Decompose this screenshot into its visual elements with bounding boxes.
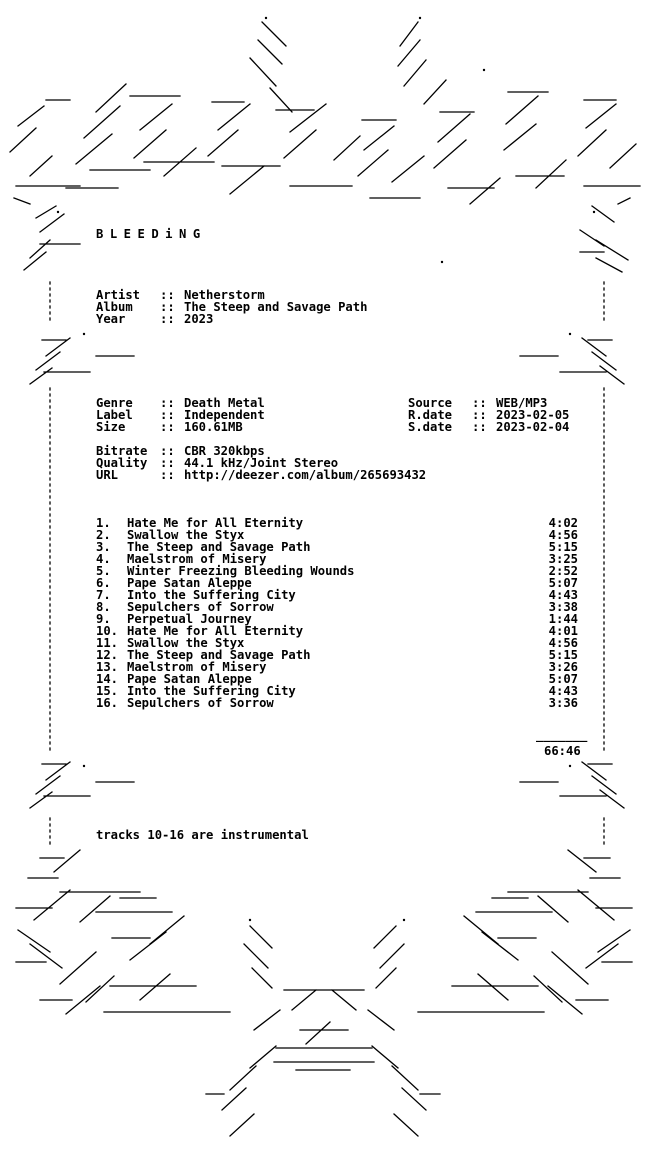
source-value: WEB/MP3 — [496, 396, 548, 410]
track-duration: 5:07 — [548, 576, 578, 590]
sep: :: — [160, 408, 175, 422]
track-row — [96, 697, 578, 709]
sep: :: — [160, 396, 175, 410]
track-title: The Steep and Savage Path — [127, 540, 311, 554]
track-duration: 4:01 — [548, 624, 578, 638]
track-title: Winter Freezing Bleeding Wounds — [127, 564, 355, 578]
track-duration: 2:52 — [548, 564, 578, 578]
track-number: 7. — [96, 588, 111, 602]
track-number: 2. — [96, 528, 111, 542]
track-number: 4. — [96, 552, 111, 566]
instrumental-note: tracks 10-16 are instrumental — [96, 828, 309, 842]
genre-value: Death Metal — [184, 396, 265, 410]
track-title: Maelstrom of Misery — [127, 660, 267, 674]
bottom-center-emblem — [206, 926, 440, 1136]
track-title: Swallow the Styx — [127, 636, 245, 650]
sdate-value: 2023-02-04 — [496, 420, 570, 434]
bitrate-label: Bitrate — [96, 444, 148, 458]
total-rule: _______ — [536, 728, 588, 742]
sep: :: — [160, 420, 175, 434]
track-duration: 5:07 — [548, 672, 578, 686]
album-value: The Steep and Savage Path — [184, 300, 368, 314]
page-title: BLEEDiNG — [96, 227, 207, 241]
track-title: Into the Suffering City — [127, 588, 296, 602]
bleeding-logo-art — [10, 22, 640, 204]
label-label: Label — [96, 408, 133, 422]
artist-label: Artist — [96, 288, 141, 302]
track-duration: 4:43 — [548, 684, 578, 698]
sep: :: — [472, 396, 487, 410]
track-duration: 3:36 — [548, 696, 578, 710]
size-value: 160.61MB — [184, 420, 243, 434]
track-title: Into the Suffering City — [127, 684, 296, 698]
track-duration: 5:15 — [548, 648, 578, 662]
size-label: Size — [96, 420, 126, 434]
label-value: Independent — [184, 408, 265, 422]
track-number: 11. — [96, 636, 119, 650]
track-number: 5. — [96, 564, 111, 578]
year-value: 2023 — [184, 312, 214, 326]
sep: :: — [160, 312, 175, 326]
track-title: Hate Me for All Eternity — [127, 624, 304, 638]
sep: :: — [160, 288, 175, 302]
artist-value: Netherstorm — [184, 288, 265, 302]
url-value[interactable]: http://deezer.com/album/265693432 — [184, 468, 427, 482]
rdate-label: R.date — [408, 408, 453, 422]
sep: :: — [160, 444, 175, 458]
track-duration: 3:38 — [548, 600, 578, 614]
source-label: Source — [408, 396, 453, 410]
quality-label: Quality — [96, 456, 148, 470]
sep: :: — [472, 408, 487, 422]
track-duration: 4:56 — [548, 636, 578, 650]
sep: :: — [472, 420, 487, 434]
url-label: URL — [96, 468, 119, 482]
sep: :: — [160, 468, 175, 482]
track-duration: 4:02 — [548, 516, 578, 530]
year-label: Year — [96, 312, 126, 326]
track-number: 14. — [96, 672, 119, 686]
track-title: Sepulchers of Sorrow — [127, 696, 274, 710]
bitrate-value: CBR 320kbps — [184, 444, 265, 458]
track-title: Sepulchers of Sorrow — [127, 600, 274, 614]
track-number: 12. — [96, 648, 119, 662]
sep: :: — [160, 456, 175, 470]
track-number: 13. — [96, 660, 119, 674]
quality-value: 44.1 kHz/Joint Stereo — [184, 456, 339, 470]
track-number: 3. — [96, 540, 111, 554]
track-title: Pape Satan Aleppe — [127, 576, 252, 590]
total-time: 66:46 — [544, 744, 581, 758]
track-number: 1. — [96, 516, 111, 530]
sdate-label: S.date — [408, 420, 453, 434]
track-number: 8. — [96, 600, 111, 614]
track-duration: 1:44 — [548, 612, 578, 626]
track-duration: 3:26 — [548, 660, 578, 674]
rdate-value: 2023-02-05 — [496, 408, 570, 422]
track-number: 15. — [96, 684, 119, 698]
track-title: Perpetual Journey — [127, 612, 252, 626]
track-duration: 3:25 — [548, 552, 578, 566]
track-title: Pape Satan Aleppe — [127, 672, 252, 686]
track-number: 6. — [96, 576, 111, 590]
track-duration: 5:15 — [548, 540, 578, 554]
track-title: The Steep and Savage Path — [127, 648, 311, 662]
track-number: 10. — [96, 624, 119, 638]
track-title: Maelstrom of Misery — [127, 552, 267, 566]
album-label: Album — [96, 300, 133, 314]
track-number: 9. — [96, 612, 111, 626]
track-duration: 4:43 — [548, 588, 578, 602]
genre-label: Genre — [96, 396, 133, 410]
track-duration: 4:56 — [548, 528, 578, 542]
track-title: Hate Me for All Eternity — [127, 516, 304, 530]
track-title: Swallow the Styx — [127, 528, 245, 542]
sep: :: — [160, 300, 175, 314]
track-number: 16. — [96, 696, 119, 710]
